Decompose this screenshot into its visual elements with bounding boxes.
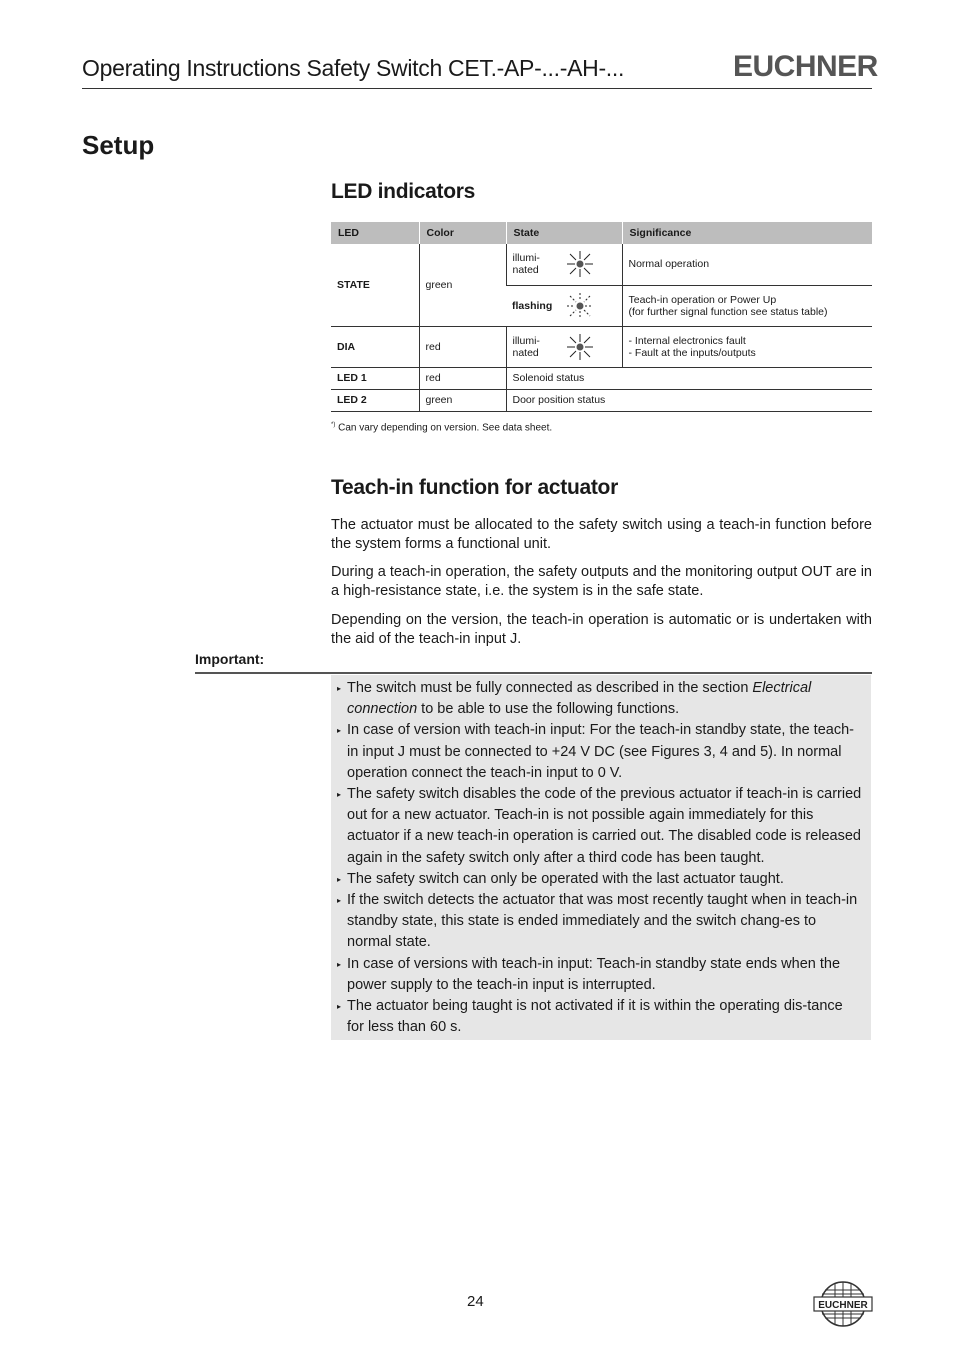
state-text: flashing: [512, 299, 553, 312]
col-led: LED: [331, 222, 419, 244]
teach-paragraph-1: The actuator must be allocated to the safety switch using a teach-in function before the system forms a functional unit.: [331, 517, 872, 552]
important-label: Important:: [195, 651, 265, 667]
led-state: [506, 326, 622, 367]
led-state: Solenoid status: [506, 367, 872, 389]
table-footnote: [331, 422, 552, 433]
table-row: [331, 326, 872, 367]
important-box: [331, 675, 871, 1040]
page-number: 24: [467, 1293, 484, 1310]
led-significance: Teach-in operation or Power Up (for further signal function see status table): [622, 285, 872, 326]
led-color: red: [419, 367, 506, 389]
important-list: [331, 675, 871, 1038]
led-state: [506, 244, 622, 285]
footnote-text: Can vary depending on version. See data sheet.: [338, 422, 553, 434]
led-flashing-icon: [566, 292, 594, 320]
euchner-seal-logo: [813, 1280, 873, 1328]
led-illuminated-icon: [566, 250, 594, 278]
table-header-row: [331, 222, 872, 244]
bullet-arrow-icon: ▸: [337, 896, 342, 906]
led-name: LED 1: [331, 367, 419, 389]
list-item: ▸ The safety switch disables the code of the previous actuator if teach-in is carried out for a new actuator. Teach-in is not possible again immediately for this actuator if a new teach-in operation is carried out. The disabled code is released again in the safety switch only after a third code has been taught.: [337, 786, 862, 866]
led-illuminated-icon: [566, 333, 594, 361]
col-state: State: [506, 222, 622, 244]
led-significance: - Internal electronics fault - Fault at the inputs/outputs: [622, 326, 872, 367]
led-state: [506, 285, 622, 326]
section-title: Setup: [82, 130, 155, 160]
led-significance: Normal operation: [622, 244, 872, 285]
teach-paragraph-3: Depending on the version, the teach-in operation is automatic or is undertaken with the aid of the teach-in input J.: [331, 612, 872, 647]
col-color: Color: [419, 222, 506, 244]
bullet-arrow-icon: ▸: [337, 726, 342, 736]
led-color: red: [419, 326, 506, 367]
table-row: [331, 367, 872, 389]
led-color: green: [419, 389, 506, 411]
list-item: ▸ If the switch detects the actuator that was most recently taught when in teach-in standby state, this state is ended immediately and the switch chang-es to normal state.: [337, 892, 858, 951]
brand-logo: EUCHNER: [733, 50, 878, 83]
list-item: ▸ In case of version with teach-in input: For the teach-in standby state, the teach-in input J must be connected to +24 V DC (see Figures 3, 4 and 5). In normal operation connect the teach-in input to 0 V.: [337, 722, 854, 781]
seal-text: EUCHNER: [818, 1300, 868, 1311]
table-row: [331, 389, 872, 411]
led-table: [331, 222, 872, 412]
header-rule: [82, 88, 872, 89]
led-state: Door position status: [506, 389, 872, 411]
led-color: green: [419, 244, 506, 326]
bullet-arrow-icon: ▸: [337, 959, 342, 969]
footnote-mark: *): [331, 422, 336, 428]
list-item: ▸ The actuator being taught is not activated if it is within the operating dis-tance for less than 60 s.: [337, 998, 843, 1036]
section-reference: Electrical connection: [347, 680, 812, 718]
document-title: Operating Instructions Safety Switch CET.-AP-...-AH-...: [82, 55, 625, 81]
state-text: illumi- nated: [512, 252, 540, 277]
list-item: ▸ The safety switch can only be operated with the last actuator taught.: [339, 869, 863, 890]
led-name: LED 2: [331, 389, 419, 411]
list-item: ▸ The switch must be fully connected as described in the section Electrical connection to be able to use the following functions.: [337, 680, 812, 718]
bullet-arrow-icon: ▸: [337, 684, 342, 693]
teach-in-heading: Teach-in function for actuator: [331, 476, 618, 499]
bullet-arrow-icon: ▸: [337, 790, 342, 800]
state-text: illumi- nated: [512, 334, 540, 359]
led-indicators-heading: LED indicators: [331, 180, 475, 203]
led-name: STATE: [331, 244, 419, 326]
bullet-arrow-icon: ▸: [337, 1002, 342, 1012]
important-rule: [195, 672, 872, 674]
col-significance: Significance: [622, 222, 872, 244]
table-row: [331, 244, 872, 285]
teach-paragraph-2: During a teach-in operation, the safety outputs and the monitoring output OUT are in a high-resistance state, i.e. the system is in the safe state.: [331, 564, 872, 599]
list-item: ▸ In case of versions with teach-in input: Teach-in standby state ends when the power supply to the teach-in input is interrupted.: [337, 955, 841, 993]
bullet-arrow-icon: ▸: [337, 874, 342, 884]
led-name: DIA: [331, 326, 419, 367]
